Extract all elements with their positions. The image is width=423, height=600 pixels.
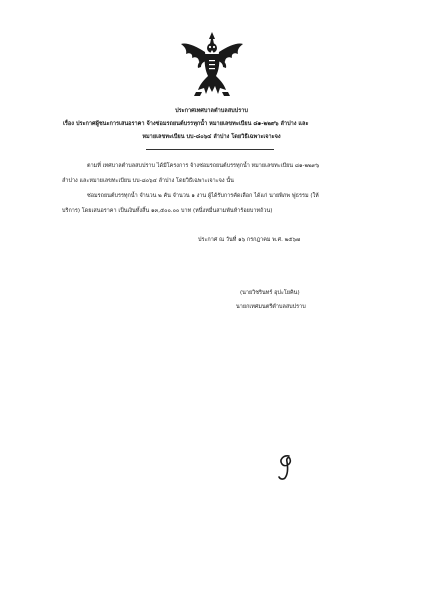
subject-line-2: หมายเลขทะเบียน บบ-๘๐๖๔ ลำปาง โดยวิธีเฉพาะเจาะจง (142, 134, 281, 140)
paragraph-1-line-2: ลำปาง และหมายเลขทะเบียน บบ-๘๐๖๔ ลำปาง โดยวิธีเฉพาะเจาะจง นั้น (62, 178, 234, 184)
signature-mark (273, 452, 301, 484)
separator-line (146, 149, 274, 150)
subject-line-1: เรื่อง ประกาศผู้ชนะการเสนอราคา จ้างซ่อมรถยนต์บรรทุกน้ำ หมายเลขทะเบียน ๘๑-๒๒๙๖ ลำปาง และ (63, 121, 309, 127)
announcement-date: ประกาศ ณ วันที่ ๑๖ กรกฎาคม พ.ศ. ๒๕๖๗ (198, 237, 301, 243)
garuda-emblem-icon (178, 30, 246, 100)
paragraph-2-line-2: บริการ) โดยเสนอราคา เป็นเงินทั้งสิ้น ๑๓,๕๐๐.๐๐ บาท (หนึ่งหมื่นสามพันห้าร้อยบาทถ้วน) (62, 208, 273, 214)
signer-position: นายกเทศมนตรีตำบลสบปราบ (236, 304, 306, 310)
signer-name: (นายวิชรินทร์ อุปะโยคิน) (240, 290, 300, 296)
paragraph-1-line-1: ตามที่ เทศบาลตำบลสบปราบ ได้มีโครงการ จ้างซ่อมรถยนต์บรรทุกน้ำ หมายเลขทะเบียน ๘๑-๒๒๙๖ (87, 163, 320, 169)
document-issuer: ประกาศเทศบาลตำบลสบปราบ (175, 108, 248, 114)
paragraph-2-line-1: ซ่อมรถยนต์บรรทุกน้ำ จำนวน ๒ คัน จำนวน ๑ งาน ผู้ได้รับการคัดเลือก ได้แก่ นายพิภพ ฟูธรรม (ให้ (87, 193, 319, 199)
